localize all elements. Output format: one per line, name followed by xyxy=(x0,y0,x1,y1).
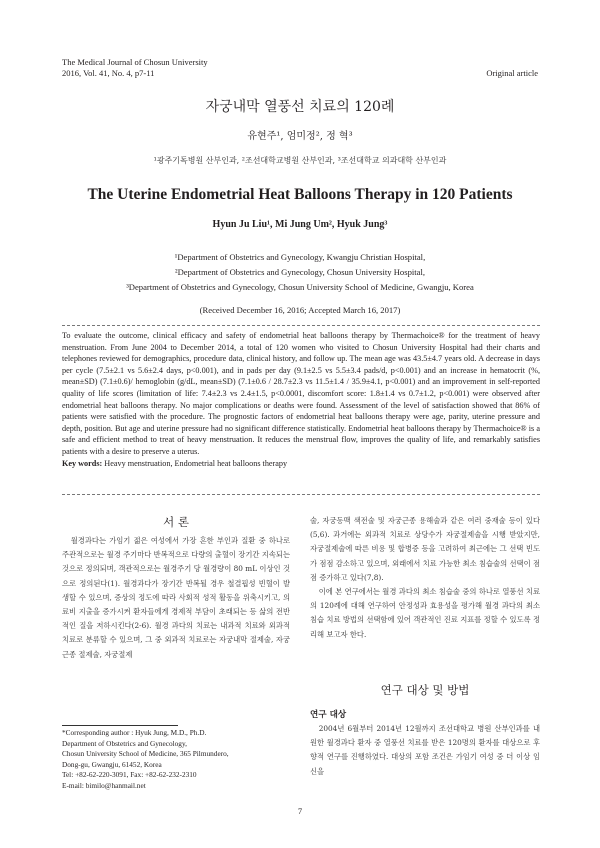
right-column-bottom xyxy=(310,722,540,779)
abstract-block xyxy=(62,330,540,469)
right-paragraph-3: 2004년 6월부터 2014년 12월까지 조선대학교 병원 산부인과를 내원한 월경과다 환자 중 열풍선 치료를 받은 120명의 환자를 대상으로 후향적 연구를 진행하였다. 대상의 포함 조건은 가임기 여성 중 더 이상 임신을 xyxy=(310,724,540,776)
intro-column xyxy=(62,534,290,662)
received-dates: (Received December 16, 2016; Accepted March 16, 2017) xyxy=(199,305,401,315)
journal-name: The Medical Journal of Chosun University xyxy=(62,57,208,67)
keywords-line xyxy=(62,458,540,470)
subjects-heading: 연구 대상 xyxy=(310,710,347,720)
affiliation-line-2: ²Department of Obstetrics and Gynecology, Chosun University Hospital, xyxy=(175,267,425,277)
footnote-line-5: E-mail: bimilo@hanmail.net xyxy=(62,780,146,790)
right-paragraph-2: 이에 본 연구에서는 월경 과다의 최소 침습술 중의 하나로 열풍선 치료의 120례에 대해 연구하여 안정성과 효용성을 평가해 월경 과다의 최소 침습 치료 방법의 선택함에 있어 객관적인 진료 지표를 정할 수 있도록 정리해 보고자 한다. xyxy=(310,587,540,639)
methods-heading: 연구 대상 및 방법 xyxy=(380,683,470,697)
korean-authors: 유현주¹, 엄미정², 정 혁³ xyxy=(247,131,353,142)
page-number: 7 xyxy=(297,806,303,816)
abstract-text: To evaluate the outcome, clinical efficacy and safety of endometrial heat balloons therapy by Thermachoice® for the treatment of heavy menstruation. From June 2004 to December 2014, a total of 120 women who visited to Chosun University Hospital had their charts and telephones reviewed for demographics, procedure data, clinical history, and follow up. The mean age was 43.5±4.7 years old. A decrease in days per cycle (7.5±2.1 vs 5.6±2.4 days, p<0.001), and in pads per day (9.1±2.5 vs 5.5±3.4 pads/d, p<0.001) and an increase in hematocrit (%, mean±SD) (7.1±0.6)/ hemoglobin (g/dL, mean±SD) (7.1±0.6 / 28.7±2.3 vs 11.5±1.4 / 35.9±4.1, p<0.001) and an improvement in self-reported quality of life scores (limitation of life: 7.4±2.3 vs 2.4±1.5, p<0.0001, discomfort score: 1.8±1.4 vs 0.7±1.2, p<0.001) were observed after endometrial heat balloons therapy. No major complications or deaths were found. Assessment of the level of satisfaction showed that 86% of patients were satisfied with the procedure. The prognostic factors of endometrial heat balloons therapy were age, parity, uterine pressure and depth, position. But age and uterine pressure had no significant difference statistically. Endometrial heat balloons therapy by Thermachoice® is a safe and efficient method to treat of heavy menstruation. It reduces the menstrual flow, improves the quality of life, and remarkably satisfies patients with a desire to preserve a uterus. xyxy=(62,331,540,456)
english-authors: Hyun Ju Liu¹, Mi Jung Um², Hyuk Jung³ xyxy=(212,219,388,230)
right-paragraph-1: 술, 자궁동맥 색전술 및 자궁근종 용해술과 같은 여러 중재술 등이 있다(5,6). 과거에는 외과적 치료로 상당수가 자궁절제술을 시행 받았지만, 자궁절제술에 따른 비용 및 합병증 등을 고려하여 최근에는 그 선택 빈도가 점점 감소하고 있으며, 외래에서 치료 가능한 최소 침습술의 선택이 점점 증가하고 있다(7,8). xyxy=(310,516,540,582)
footnote xyxy=(62,728,292,791)
footnote-line-1: Department of Obstetrics and Gynecology, xyxy=(62,738,187,748)
footnote-author: *Corresponding author : Hyuk Jung, M.D., Ph.D. xyxy=(62,728,207,737)
affiliation-line-1: ¹Department of Obstetrics and Gynecology, Kwangju Christian Hospital, xyxy=(174,252,426,262)
footnote-line-2: Chosun University School of Medicine, 365 Pilmundero, xyxy=(62,749,229,758)
intro-paragraph: 월경과다는 가임기 젊은 여성에서 가장 흔한 부인과 질환 중 하나로 주관적으로는 월경 주기마다 반복적으로 다량의 출혈이 장기간 지속되는 것으로 정의되며, 객관적으로는 월경주기 당 월경량이 80 mL 이상인 것으로 정의된다(1). 월경과다가 장기간 반복될 경우 철결핍성 빈혈이 발생할 수 있으며, 증상의 정도에 따라 사회적 성적 활동을 위축시키고, 의료비 지출을 증가시켜 환자들에게 경제적 부담이 초래되는 등 삶의 전반적인 질을 저하시킨다(2-6). 월경 과다의 치료는 내과적 치료와 외과적 치료로 분류할 수 있으며, 그 중 외과적 치료로는 자궁내막 절제술, 자궁근종 절제술, 자궁절제 xyxy=(62,536,290,659)
korean-title: 자궁내막 열풍선 치료의 120례 xyxy=(205,99,395,115)
korean-affiliations: ¹광주기독병원 산부인과, ²조선대학교병원 산부인과, ³조선대학교 의과대학 산부인과 xyxy=(153,156,447,165)
abstract-bottom-rule xyxy=(62,494,540,495)
english-title: The Uterine Endometrial Heat Balloons Therapy in 120 Patients xyxy=(87,186,513,203)
journal-volume: 2016, Vol. 41, No. 4, p7-11 xyxy=(62,68,155,78)
right-column-top xyxy=(310,514,540,642)
affiliation-line-3: ³Department of Obstetrics and Gynecology, Chosun University School of Medicine, Gwangju, Korea xyxy=(126,282,474,292)
intro-heading: 서 론 xyxy=(163,515,189,529)
footnote-line-3: Dong-gu, Gwangju, 61452, Korea xyxy=(62,759,162,769)
footnote-rule xyxy=(62,725,178,726)
abstract-top-rule xyxy=(62,325,540,326)
article-type: Original article xyxy=(486,68,538,78)
footnote-line-4: Tel: +82-62-220-3091, Fax: +82-62-232-2310 xyxy=(62,770,197,779)
keywords-label: Key words: xyxy=(62,458,103,468)
keywords-text: Heavy menstruation, Endometrial heat balloons therapy xyxy=(104,458,288,468)
